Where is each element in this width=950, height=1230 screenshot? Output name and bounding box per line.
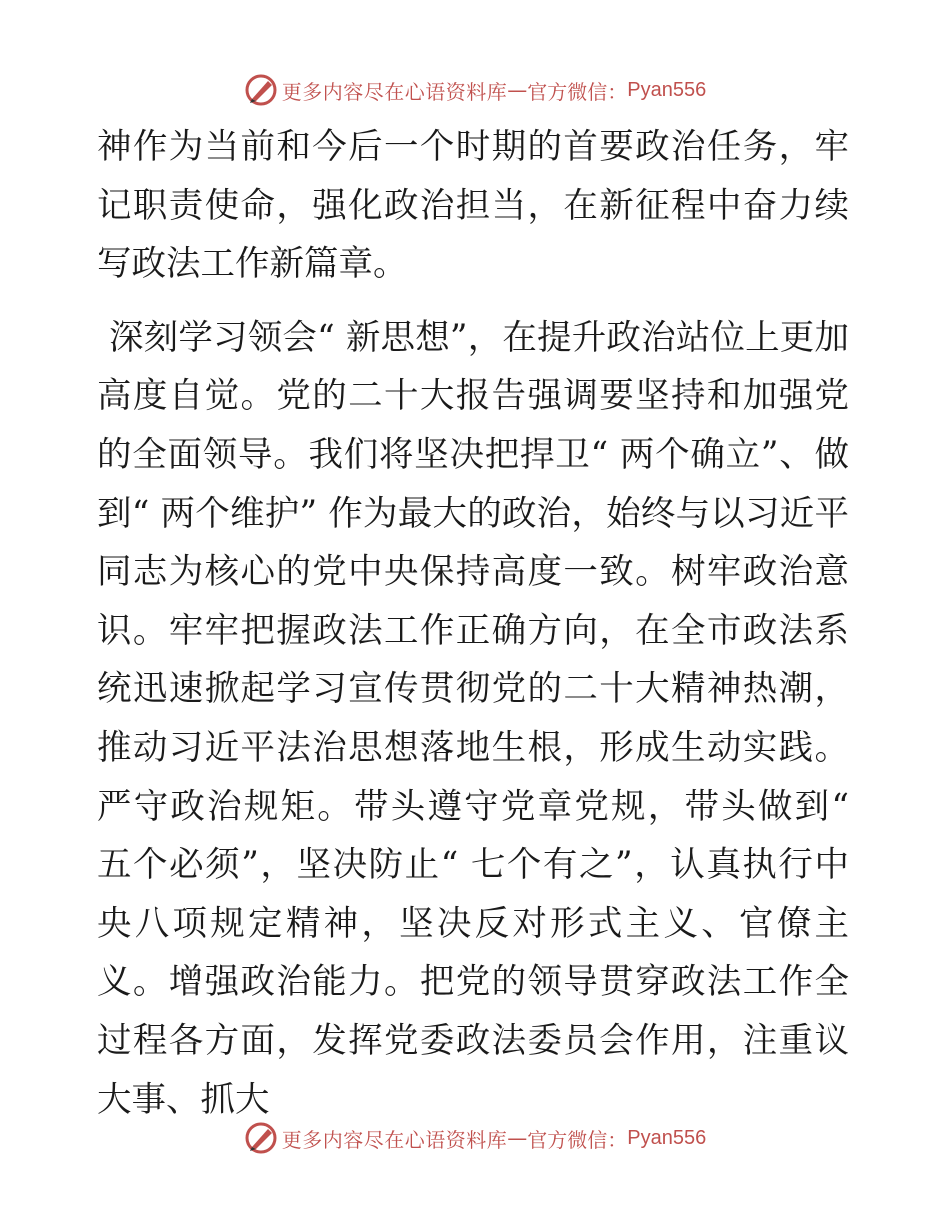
pen-circle-logo-icon [244,73,278,107]
pen-circle-logo-icon [244,1121,278,1155]
footer-banner [0,1118,950,1158]
banner-text: 更多内容尽在心语资料库 [281,79,508,104]
banner-separator: — [507,78,528,102]
header-banner [0,70,950,110]
banner-handle: Pyan556 [627,1126,707,1149]
banner-wechat-label: 官方微信： [527,79,628,104]
paragraph-2: 深刻学习领会“ 新思想”，在提升政治站位上更加高度自觉。党的二十大报告强调要坚持和加强党的全面领导。我们将坚决把捍卫“ 两个确立”、做到“ 两个维护” 作为最大的政治，始终与以习近平同志为核心的党中央保持高度一致。树牢政治意识。牢牢把握政法工作正确方向，在全市政法系统迅速掀起学习宣传贯彻党的二十大精神热潮，推动习近平法治思想落地生根，形成生动实践。严守政治规矩。带头遵守党章党规，带头做到“ 五个必须”，坚决防止“ 七个有之”，认真执行中央八项规定精神，坚决反对形式主义、官僚主义。增强政治能力。把党的领导贯穿政法工作全过程各方面，发挥党委政法委员会作用，注重议大事、抓大 [97,317,849,1120]
document-body [97,118,849,1129]
banner-wechat-label: 官方微信： [527,1127,628,1152]
banner-separator: — [507,1126,528,1150]
paragraph-1: 神作为当前和今后一个时期的首要政治任务，牢记职责使命，强化政治担当，在新征程中奋力续写政法工作新篇章。 [97,127,849,285]
banner-text: 更多内容尽在心语资料库 [281,1127,508,1152]
banner-handle: Pyan556 [627,78,707,101]
